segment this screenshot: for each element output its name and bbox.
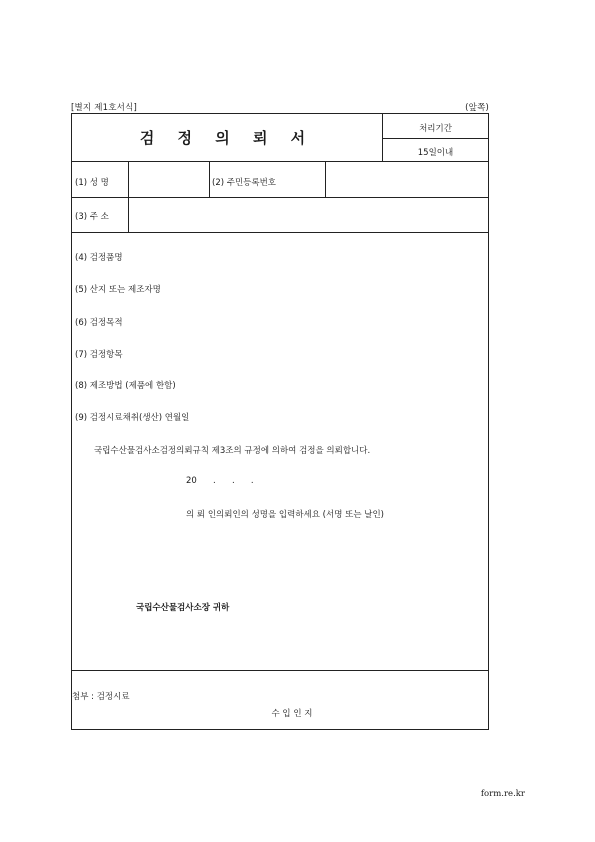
item-manufacturing-method: (8) 제조방법 (제품에 한함) [75,381,176,391]
address-field[interactable] [129,198,488,231]
date-line[interactable]: 20 . . . [186,476,254,486]
resident-number-label: (2) 주민등록번호 [212,178,277,188]
col-divider [209,161,210,197]
site-watermark: form.re.kr [480,789,525,799]
name-label: (1) 성 명 [75,178,109,188]
recipient-line: 국립수산물검사소장 귀하 [136,603,230,613]
item-purpose: (6) 검정목적 [75,318,123,328]
processing-divider [382,138,489,139]
signature-line[interactable]: 의 뢰 인의뢰인의 성명을 입력하세요 (서명 또는 날인) [186,510,384,520]
address-label: (3) 주 소 [75,212,109,222]
request-form [71,113,489,730]
attachment-note: 첨부 : 검정시료 [72,692,130,702]
row-divider [72,232,488,233]
item-product-name: (4) 검정품명 [75,253,123,263]
page-side-label: (앞쪽) [465,103,489,113]
row-divider [72,670,488,671]
item-origin-manufacturer: (5) 산지 또는 제조자명 [75,285,161,295]
item-sampling-date: (9) 검정시료채취(생산) 연월일 [75,413,190,423]
form-number-label: [별지 제1호서식] [71,103,138,113]
name-field[interactable] [129,162,209,196]
form-title: 검 정 의 뢰 서 [139,129,315,147]
item-inspection-items: (7) 검정항목 [75,350,123,360]
resident-number-field[interactable] [326,162,488,196]
processing-period-label: 처리기간 [419,124,452,134]
request-statement: 국립수산물검사소검정의뢰규칙 제3조의 규정에 의하여 검정을 의뢰합니다. [94,446,371,456]
revenue-stamp-label: 수 입 인 지 [271,709,313,719]
processing-period-value: 15일이내 [417,148,454,158]
